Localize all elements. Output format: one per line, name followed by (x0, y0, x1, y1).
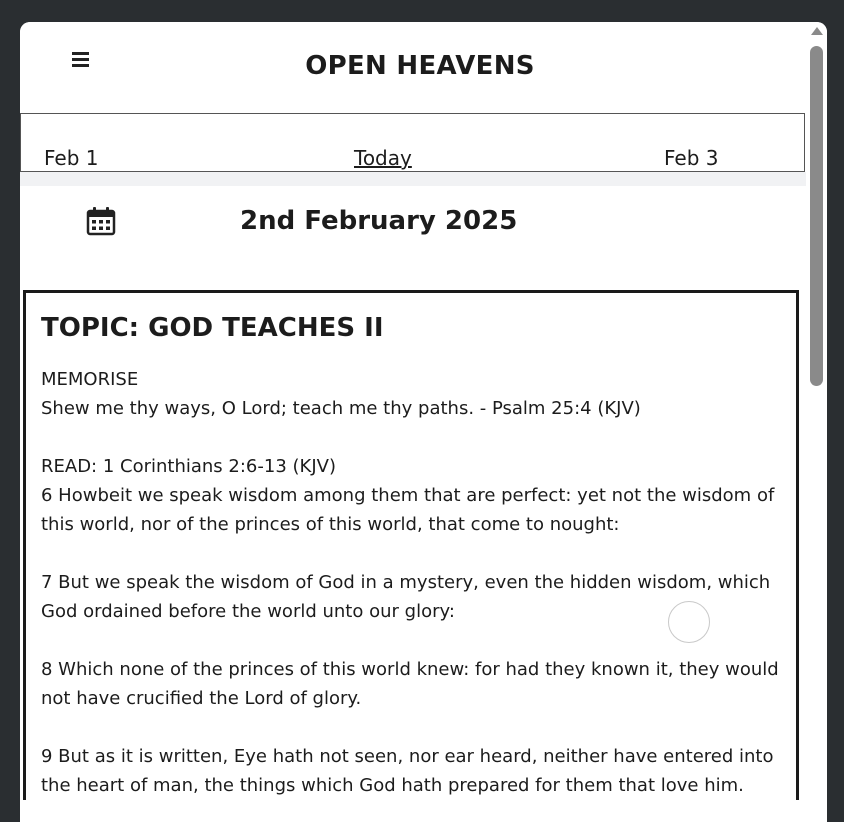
app-header (20, 22, 806, 113)
memorise-label: MEMORISE (41, 369, 139, 390)
app-window (20, 22, 827, 822)
main-content (20, 22, 806, 800)
memorise-text: Shew me thy ways, O Lord; teach me thy paths. - Psalm 25:4 (KJV) (41, 398, 641, 419)
calendar-icon[interactable] (86, 206, 116, 240)
scrollbar-thumb[interactable] (810, 46, 823, 386)
scroll-up-arrow-icon[interactable] (811, 27, 823, 35)
verse: 9 But as it is written, Eye hath not seen, nor ear heard, neither have entered into the heart of man, the things which God hath prepared for them that love him. (41, 746, 774, 796)
verse: 7 But we speak the wisdom of God in a mystery, even the hidden wisdom, which God ordained before the world unto our glory: (41, 572, 771, 622)
vertical-scrollbar[interactable] (806, 22, 827, 800)
next-day-link[interactable]: Feb 3 (664, 146, 719, 170)
today-link[interactable]: Today (354, 146, 412, 170)
date-navigation (20, 113, 805, 172)
verse: 6 Howbeit we speak wisdom among them that are perfect: yet not the wisdom of this world, nor of the princes of this world, that come to nought: (41, 485, 775, 535)
devotional-body (41, 365, 781, 800)
devotional-card (23, 290, 799, 800)
read-label: READ: 1 Corinthians 2:6-13 (KJV) (41, 456, 336, 477)
devotional-date: 2nd February 2025 (240, 206, 518, 236)
verse: 8 Which none of the princes of this world knew: for had they known it, they would not have crucified the Lord of glory. (41, 659, 779, 709)
devotional-topic: TOPIC: GOD TEACHES II (41, 313, 384, 343)
date-header (20, 186, 806, 290)
app-title: OPEN HEAVENS (305, 51, 535, 81)
previous-day-link[interactable]: Feb 1 (44, 146, 99, 170)
nav-divider (20, 172, 806, 186)
